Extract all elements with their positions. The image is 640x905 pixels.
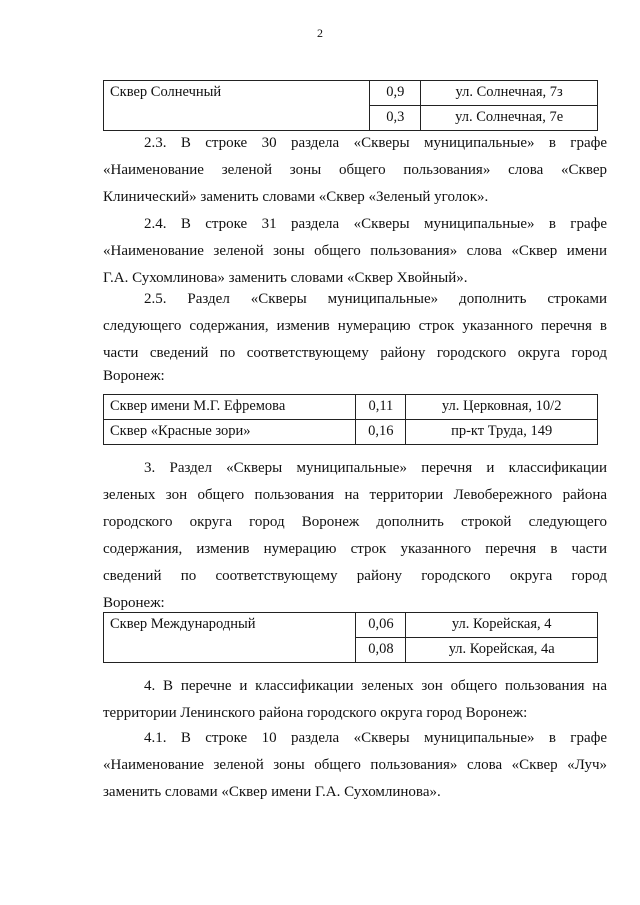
park-name-cell: Сквер «Красные зори» [104,420,356,445]
text-line: части сведений по соответствующему району городского округа город [103,345,607,361]
paragraph-2-3 [103,130,607,211]
text-line: городского округа город Воронеж дополнить строкой следующего [103,514,607,530]
table-row [104,613,598,638]
paragraph-4 [103,673,607,727]
text-line: 4.1. В строке 10 раздела «Скверы муниципальные» в графе [144,730,607,746]
area-cell: 0,06 [356,613,406,638]
text-line: сведений по соответствующему району городского округа город [103,568,607,584]
text-line: Г.А. Сухомлинова» заменить словами «Сквер Хвойный». [103,270,468,286]
text-line: 2.4. В строке 31 раздела «Скверы муниципальные» в графе [144,216,607,232]
address-cell: ул. Солнечная, 7е [421,106,598,131]
table-solnechny [103,80,598,131]
text-line: Воронеж: [103,595,165,611]
area-cell: 0,9 [370,81,421,106]
text-line: следующего содержания, изменив нумерацию строк указанного перечня в [103,318,607,334]
text-line: «Наименование зеленой зоны общего пользования» слова «Сквер [103,162,607,178]
address-cell: ул. Церковная, 10/2 [406,395,598,420]
text-line: 4. В перечне и классификации зеленых зон общего пользования на [144,678,607,694]
text-line: заменить словами «Сквер имени Г.А. Сухомлинова». [103,784,441,800]
table-levoberezhny [103,612,598,663]
paragraph-4-1 [103,725,607,806]
text-line: территории Ленинского района городского округа город Воронеж: [103,705,528,721]
text-line: Воронеж: [103,368,165,384]
text-line: содержания, изменив нумерацию строк указанного перечня в части [103,541,607,557]
page-number: 2 [317,26,323,40]
table-row [104,420,598,445]
park-name-cell: Сквер Солнечный [104,81,370,131]
park-name-cell: Сквер имени М.Г. Ефремова [104,395,356,420]
table-row [104,395,598,420]
address-cell: пр-кт Труда, 149 [406,420,598,445]
address-cell: ул. Солнечная, 7з [421,81,598,106]
paragraph-3 [103,455,607,617]
text-line: Клинический» заменить словами «Сквер «Зеленый уголок». [103,189,489,205]
area-cell: 0,11 [356,395,406,420]
paragraph-2-4 [103,211,607,292]
area-cell: 0,3 [370,106,421,131]
area-cell: 0,08 [356,638,406,663]
address-cell: ул. Корейская, 4а [406,638,598,663]
address-cell: ул. Корейская, 4 [406,613,598,638]
text-line: 2.3. В строке 30 раздела «Скверы муниципальные» в графе [144,135,607,151]
table-row [104,81,598,106]
text-line: зеленых зон общего пользования на территории Левобережного района [103,487,607,503]
park-name-cell: Сквер Международный [104,613,356,663]
text-line: «Наименование зеленой зоны общего пользования» слова «Сквер имени [103,243,607,259]
paragraph-2-5 [103,286,607,389]
text-line: «Наименование зеленой зоны общего пользования» слова «Сквер «Луч» [103,757,607,773]
area-cell: 0,16 [356,420,406,445]
text-line: 3. Раздел «Скверы муниципальные» перечня и классификации [144,460,607,476]
text-line: 2.5. Раздел «Скверы муниципальные» дополнить строками [144,291,607,307]
table-sovetsky-additions [103,394,598,445]
